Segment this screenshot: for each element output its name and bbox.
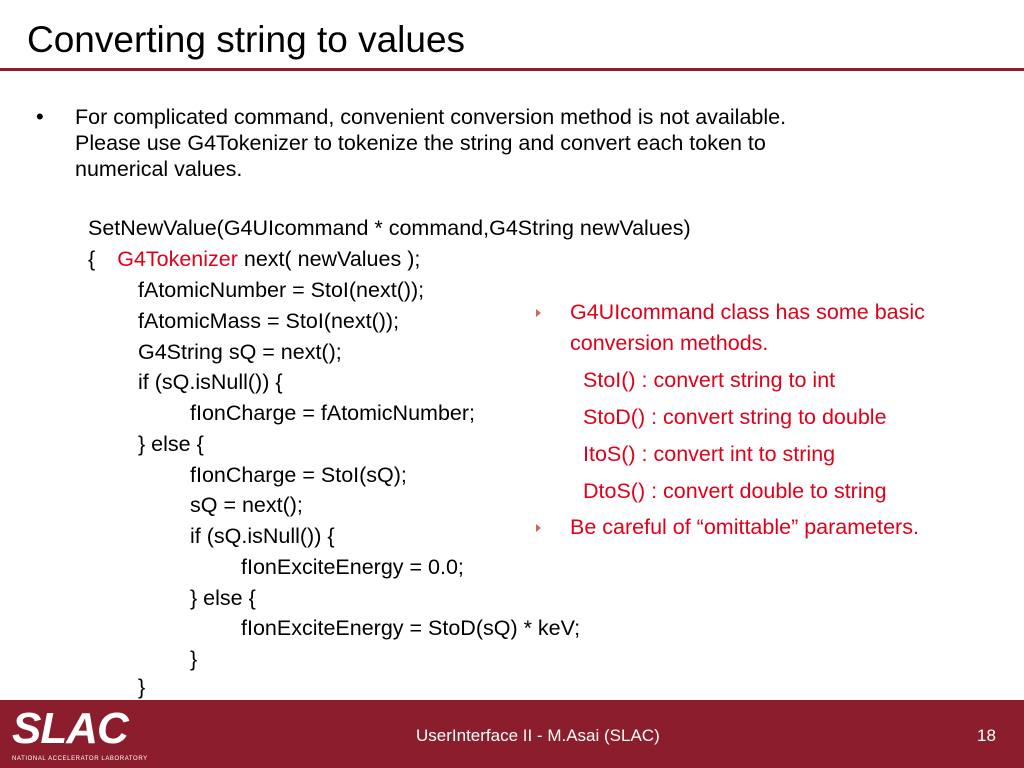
main-bullet-line: numerical values. [75, 157, 243, 181]
main-bullet-line: Please use G4Tokenizer to tokenize the string and convert each token to [75, 131, 766, 155]
title-divider [0, 68, 1024, 71]
code-line: } [190, 647, 198, 671]
code-line: fAtomicMass = StoI(next()); [138, 309, 400, 333]
main-bullet-text [75, 104, 975, 182]
arrow-bullet-icon [536, 524, 541, 532]
page-number: 18 [977, 726, 996, 745]
side-note-method: DtoS() : convert double to string [583, 479, 887, 503]
footer-caption: UserInterface II - M.Asai (SLAC) [416, 726, 660, 745]
slide-title: Converting string to values [27, 19, 466, 60]
code-line [88, 244, 420, 274]
side-note-method: StoI() : convert string to int [583, 368, 836, 392]
code-line: fIonExciteEnergy = StoD(sQ) * keV; [241, 616, 581, 640]
code-type-highlight: G4Tokenizer [117, 247, 238, 271]
code-line: sQ = next(); [190, 493, 303, 517]
code-line: fIonExciteEnergy = 0.0; [241, 555, 464, 579]
code-line: } [138, 675, 146, 699]
code-line: } else { [190, 586, 256, 610]
code-line: fIonCharge = StoI(sQ); [190, 463, 407, 487]
logo-subtext: NATIONAL ACCELERATOR LABORATORY [12, 756, 148, 762]
code-line: G4String sQ = next(); [138, 340, 342, 364]
side-note-method: ItoS() : convert int to string [583, 442, 836, 466]
code-line: if (sQ.isNull()) { [138, 370, 283, 394]
side-note-method: StoD() : convert string to double [583, 405, 887, 429]
code-line: } else { [138, 432, 204, 456]
side-note-line: G4UIcommand class has some basic [570, 300, 925, 324]
code-line: fAtomicNumber = StoI(next()); [138, 278, 425, 302]
side-note-line: conversion methods. [570, 331, 769, 355]
footer-bar [0, 700, 1024, 768]
code-line: SetNewValue(G4UIcommand * command,G4String newValues) [88, 216, 691, 240]
logo-wordmark: SLAC [12, 704, 128, 753]
code-brace: { [88, 247, 96, 271]
side-note-line: Be careful of “omittable” parameters. [570, 515, 919, 539]
code-line: fIonCharge = fAtomicNumber; [190, 401, 476, 425]
main-bullet-line: For complicated command, convenient conversion method is not available. [75, 105, 787, 129]
code-text: next( newValues ); [237, 247, 421, 271]
arrow-bullet-icon [536, 309, 541, 317]
bullet-marker: • [36, 104, 44, 129]
code-line: if (sQ.isNull()) { [190, 524, 335, 548]
